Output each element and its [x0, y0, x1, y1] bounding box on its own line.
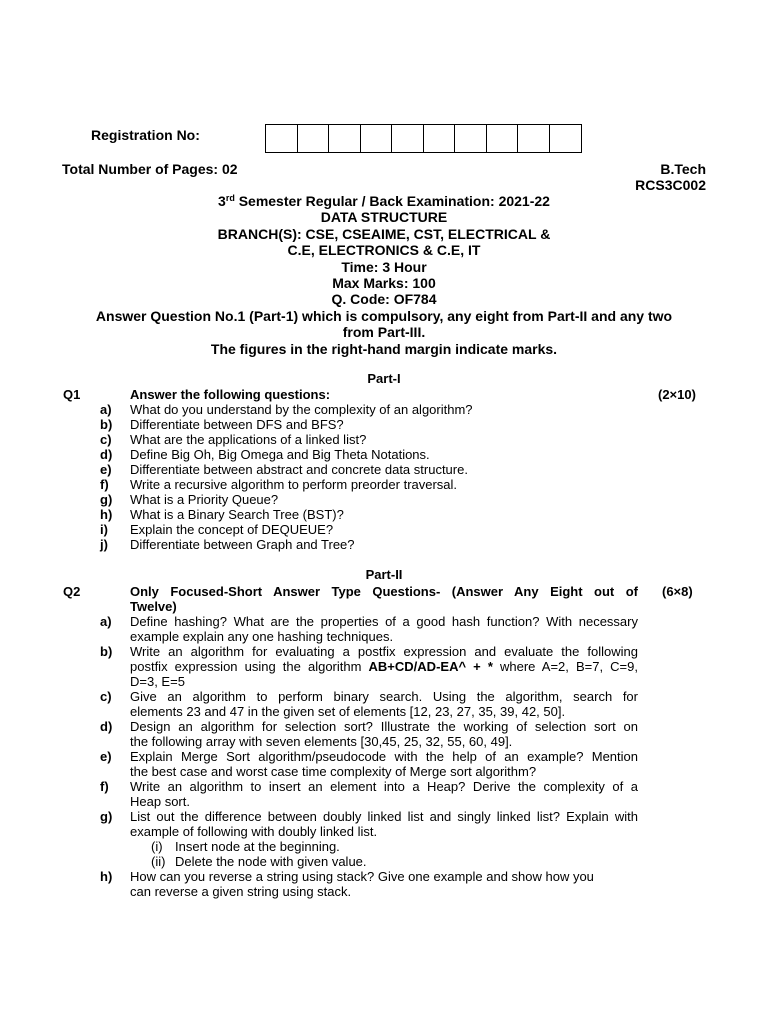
item-text	[130, 809, 768, 839]
instruction-line-2: from Part-III.	[342, 324, 426, 341]
total-pages: Total Number of Pages: 02	[62, 161, 238, 177]
exam-time: Time: 3 Hour	[341, 258, 427, 275]
list-item	[0, 447, 768, 462]
list-item	[0, 477, 768, 492]
item-line	[130, 659, 638, 674]
item-text	[130, 719, 768, 749]
list-item	[0, 809, 768, 839]
question-heading-line-1: Only Focused-Short Answer Type Questions- (Answer Any Eight out of	[130, 584, 638, 599]
registration-digit-box[interactable]	[455, 125, 487, 152]
sub-item-label: (ii)	[151, 854, 166, 869]
registration-label: Registration No:	[91, 127, 200, 143]
item-label: f)	[100, 779, 109, 794]
question-heading: Answer the following questions:	[130, 387, 331, 402]
item-label: h)	[100, 507, 113, 522]
item-text: Define Big Oh, Big Omega and Big Theta Notations.	[130, 447, 430, 462]
item-line: Define hashing? What are the properties of a good hash function? With necessary	[130, 614, 638, 629]
item-label: b)	[100, 417, 113, 432]
item-text	[130, 644, 768, 689]
list-item	[0, 869, 768, 899]
list-item	[0, 644, 768, 689]
item-line: Write an algorithm to insert an element into a Heap? Derive the complexity of a	[130, 779, 638, 794]
item-line: the following array with seven elements [30,45, 25, 32, 55, 60, 49].	[130, 734, 513, 749]
course-code: RCS3C002	[635, 177, 706, 193]
semester-line	[0, 193, 768, 209]
registration-digit-box[interactable]	[518, 125, 550, 152]
list-item	[0, 537, 768, 552]
list-item	[0, 432, 768, 447]
postfix-expression: AB+CD/AD-EA^ + *	[368, 659, 493, 674]
instruction-line-1: Answer Question No.1 (Part-1) which is compulsory, any eight from Part-II and any two	[95, 307, 673, 324]
item-text: Explain the concept of DEQUEUE?	[130, 522, 334, 537]
item-text: What are the applications of a linked list?	[130, 432, 367, 447]
item-label: a)	[100, 402, 112, 417]
instruction-line-3: The figures in the right-hand margin indicate marks.	[210, 340, 558, 357]
item-text: What is a Priority Queue?	[130, 492, 279, 507]
list-item	[0, 492, 768, 507]
question-heading-line-2: Twelve)	[130, 599, 177, 614]
branch-line-2: C.E, ELECTRONICS & C.E, IT	[287, 242, 481, 259]
item-label: h)	[100, 869, 113, 884]
item-label: b)	[100, 644, 113, 659]
list-item	[0, 402, 768, 417]
list-item	[0, 417, 768, 432]
item-label: c)	[100, 689, 112, 704]
item-label: j)	[100, 537, 108, 552]
registration-digit-box[interactable]	[392, 125, 424, 152]
list-item	[0, 522, 768, 537]
item-text	[130, 614, 768, 644]
item-label: e)	[100, 462, 112, 477]
item-label: f)	[100, 477, 109, 492]
q-code: Q. Code: OF784	[331, 291, 437, 308]
list-item	[0, 507, 768, 522]
item-line: Explain Merge Sort algorithm/pseudocode with the help of an example? Mention	[130, 749, 638, 764]
marks-label: (6×8)	[662, 584, 693, 599]
item-label: i)	[100, 522, 108, 537]
sub-item	[0, 839, 768, 854]
part-2-items	[0, 614, 768, 899]
item-text: What is a Binary Search Tree (BST)?	[130, 507, 344, 522]
item-line: the best case and worst case time complexity of Merge sort algorithm?	[130, 764, 537, 779]
expression-prefix: postfix expression using the algorithm	[130, 659, 369, 674]
max-marks: Max Marks: 100	[332, 275, 436, 292]
item-line: example of following with doubly linked list.	[130, 824, 378, 839]
item-label: e)	[100, 749, 112, 764]
item-line: can reverse a given string using stack.	[130, 884, 352, 899]
item-text: Differentiate between abstract and concrete data structure.	[130, 462, 468, 477]
list-item	[0, 749, 768, 779]
question-number: Q1	[63, 387, 81, 402]
item-line: D=3, E=5	[130, 674, 185, 689]
semester-suffix: rd	[225, 193, 235, 203]
subject-title: DATA STRUCTURE	[320, 209, 448, 226]
item-label: a)	[100, 614, 112, 629]
part-1-items	[0, 402, 768, 552]
item-line: List out the difference between doubly linked list and singly linked list? Explain with	[130, 809, 638, 824]
registration-boxes[interactable]	[265, 124, 582, 153]
semester-text: Semester Regular / Back Examination: 2021-22	[234, 193, 550, 209]
question-heading	[130, 584, 638, 614]
expression-suffix: where A=2, B=7, C=9,	[492, 659, 638, 674]
sub-item-text: Insert node at the beginning.	[175, 839, 340, 854]
item-label: d)	[100, 719, 113, 734]
item-line: Design an algorithm for selection sort? Illustrate the working of selection sort on	[130, 719, 638, 734]
exam-info	[0, 193, 768, 357]
part-2-title: Part-II	[365, 567, 403, 582]
question-number: Q2	[63, 584, 81, 599]
part-1-title: Part-I	[367, 371, 401, 386]
item-label: d)	[100, 447, 113, 462]
degree: B.Tech	[660, 161, 706, 177]
sub-item-text: Delete the node with given value.	[175, 854, 367, 869]
item-text: What do you understand by the complexity of an algorithm?	[130, 402, 473, 417]
item-text: Differentiate between Graph and Tree?	[130, 537, 355, 552]
sub-item-label: (i)	[151, 839, 163, 854]
list-item	[0, 462, 768, 477]
list-item	[0, 614, 768, 644]
registration-digit-box[interactable]	[361, 125, 393, 152]
item-line: elements 23 and 47 in the given set of elements [12, 23, 27, 35, 39, 42, 50].	[130, 704, 566, 719]
marks-label: (2×10)	[658, 387, 696, 402]
list-item	[0, 779, 768, 809]
item-line: How can you reverse a string using stack? Give one example and show how you	[130, 869, 594, 884]
item-label: c)	[100, 432, 112, 447]
item-line: example explain any one hashing techniques.	[130, 629, 394, 644]
item-text	[130, 749, 768, 779]
registration-digit-box[interactable]	[329, 125, 361, 152]
registration-digit-box[interactable]	[487, 125, 519, 152]
item-line: Heap sort.	[130, 794, 190, 809]
registration-digit-box[interactable]	[550, 125, 582, 152]
item-line: Write an algorithm for evaluating a postfix expression and evaluate the following	[130, 644, 638, 659]
registration-digit-box[interactable]	[424, 125, 456, 152]
item-text	[130, 689, 768, 719]
sub-item	[0, 854, 768, 869]
list-item	[0, 689, 768, 719]
item-text	[130, 869, 768, 899]
item-text	[130, 779, 768, 809]
registration-digit-box[interactable]	[298, 125, 330, 152]
registration-digit-box[interactable]	[266, 125, 298, 152]
item-label: g)	[100, 492, 113, 507]
list-item	[0, 719, 768, 749]
item-label: g)	[100, 809, 113, 824]
item-line: Give an algorithm to perform binary search. Using the algorithm, search for	[130, 689, 638, 704]
item-text: Write a recursive algorithm to perform preorder traversal.	[130, 477, 458, 492]
branch-line-1: BRANCH(S): CSE, CSEAIME, CST, ELECTRICAL &	[217, 225, 551, 242]
item-text: Differentiate between DFS and BFS?	[130, 417, 344, 432]
semester-number: 3	[218, 193, 226, 209]
